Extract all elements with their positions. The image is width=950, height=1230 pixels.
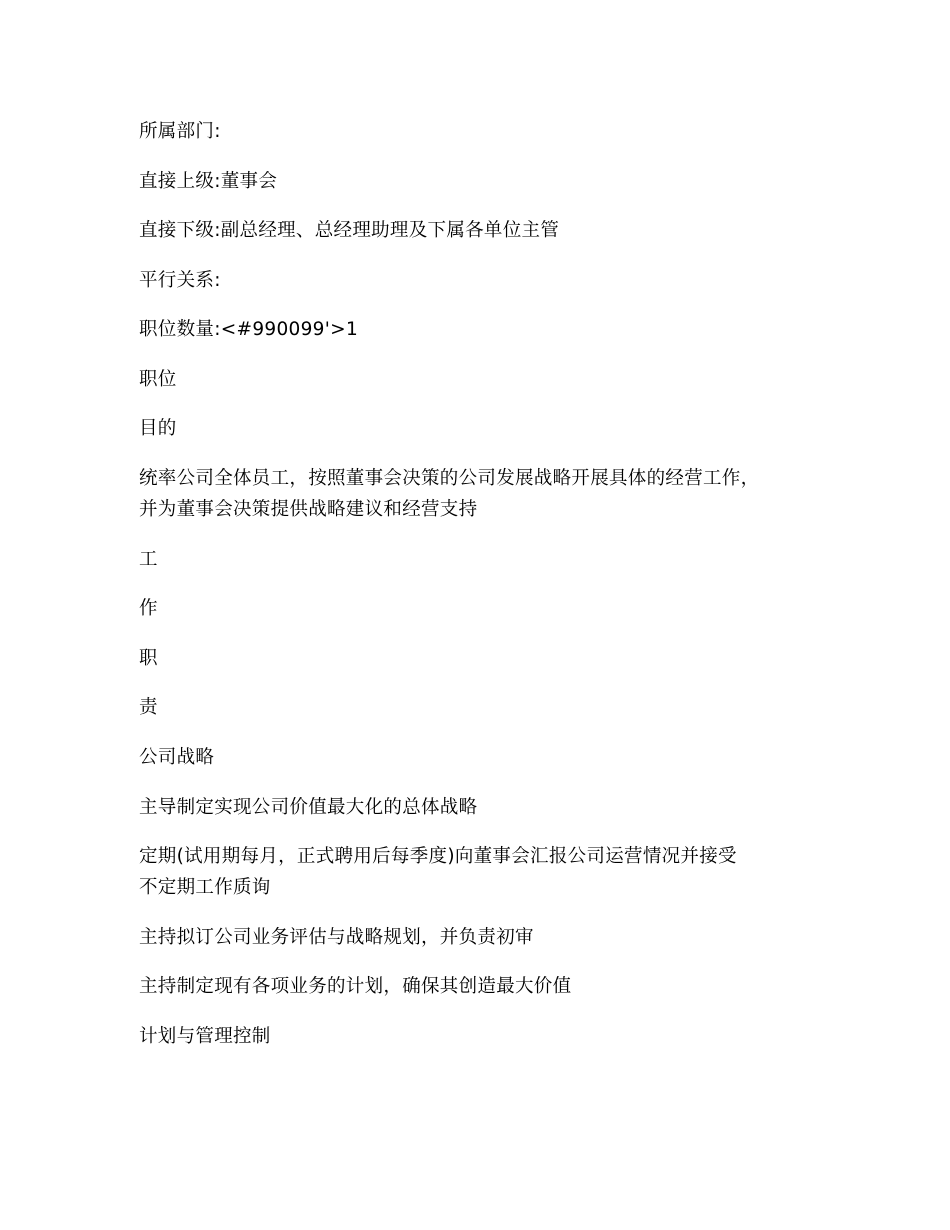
label-duties-char-3: 职 — [139, 648, 158, 669]
field-parallel-relations: 平行关系: — [139, 270, 221, 291]
field-department: 所属部门: — [139, 121, 221, 142]
duty-item: 主导制定实现公司价值最大化的总体战略 — [139, 797, 478, 818]
label-duties-char-1: 工 — [139, 549, 158, 570]
duty-item: 主持拟订公司业务评估与战略规划，并负责初审 — [139, 927, 534, 948]
duty-item: 主持制定现有各项业务的计划，确保其创造最大价值 — [139, 976, 572, 997]
section-heading-strategy: 公司战略 — [139, 747, 215, 768]
label-purpose: 目的 — [139, 418, 177, 439]
field-direct-subordinates: 直接下级:副总经理、总经理助理及下属各单位主管 — [139, 220, 560, 241]
field-direct-superior: 直接上级:董事会 — [139, 171, 278, 192]
label-duties-char-2: 作 — [139, 598, 158, 619]
purpose-text-line-1: 统率公司全体员工，按照董事会决策的公司发展战略开展具体的经营工作， — [139, 468, 760, 489]
duty-item-line-2: 不定期工作质询 — [139, 877, 271, 898]
purpose-text-line-2: 并为董事会决策提供战略建议和经营支持 — [139, 499, 478, 520]
label-duties-char-4: 责 — [139, 697, 158, 718]
field-position-count: 职位数量:<#990099'>1 — [139, 319, 359, 340]
duty-item-line-1: 定期(试用期每月，正式聘用后每季度)向董事会汇报公司运营情况并接受 — [139, 846, 737, 867]
label-position: 职位 — [139, 369, 177, 390]
section-heading-planning-control: 计划与管理控制 — [139, 1026, 271, 1047]
